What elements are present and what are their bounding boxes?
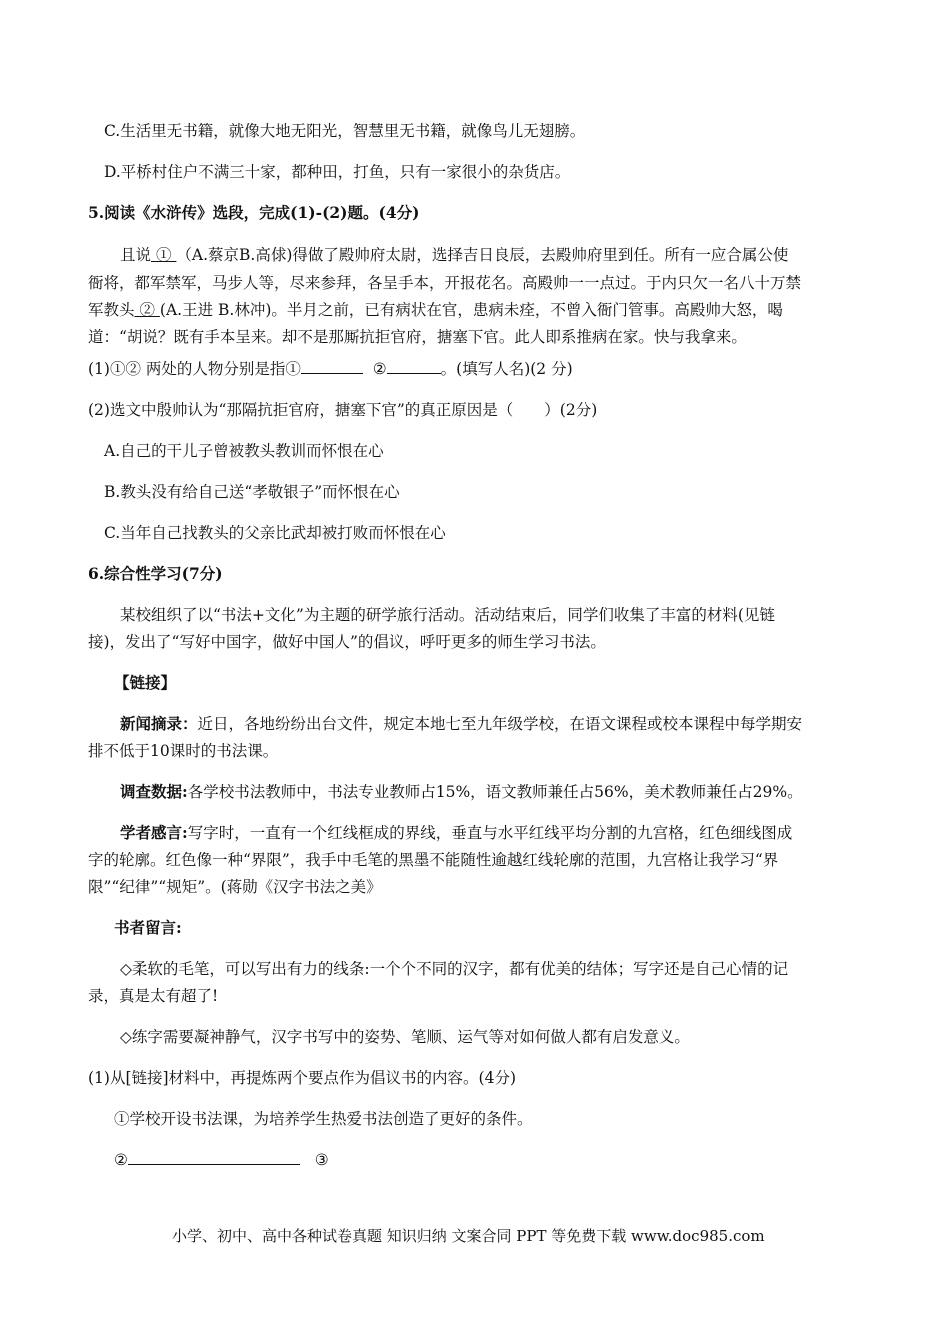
question-5-title: 5.阅读《水浒传》选段，完成(1)-(2)题。(4分) [88, 203, 420, 222]
blank-2-label: ② [139, 301, 155, 319]
answer-blank[interactable] [128, 1150, 300, 1165]
passage-line-4: 道：“胡说？既有手本呈来。却不是那厮抗拒官府，搪塞下官。此人即系推病在家。快与我拿来。 [88, 328, 747, 346]
text: 各学校书法教师中，书法专业教师占15%，语文教师兼任占56%，美术教师兼任占29%。 [187, 783, 803, 801]
writer-line-3: ◇练字需要凝神静气，汉字书写中的姿势、笔顺、运气等对如何做人都有启发意义。 [120, 1028, 690, 1046]
intro-line-1: 某校组织了以“书法+文化”为主题的研学旅行活动。活动结束后，同学们收集了丰富的材料(见链 [120, 606, 775, 624]
scholar-line-1 [120, 823, 792, 843]
option-c: C.当年自己找教头的父亲比武却被打败而怀恨在心 [104, 524, 446, 542]
news-label: 新闻摘录： [120, 714, 198, 733]
passage-line-1 [120, 245, 788, 265]
text: （A.蔡京B.高俅)得做了殿帅府太尉，选择吉日良辰，去殿帅府里到任。所有一应合属公使 [176, 246, 789, 264]
writer-line-2: 录，真是太有超了! [88, 987, 219, 1005]
blank-2 [135, 301, 160, 319]
option-a: A.自己的干儿子曾被教头教训而怀恨在心 [104, 442, 384, 460]
point-1: ①学校开设书法课，为培养学生热爱书法创造了更好的条件。 [114, 1110, 533, 1128]
scholar-line-2: 字的轮廓。红色像一种“界限”，我手中毛笔的黑墨不能随性逾越红线轮廓的范围，九宫格让我学习“界 [88, 851, 779, 869]
passage-line-2: 衙将，都军禁军，马步人等，尽来参拜，各呈手本，开报花名。高殿帅一一点过。于内只欠一名八十万禁 [88, 274, 802, 292]
scholar-label: 学者感言: [120, 823, 188, 842]
survey-line [120, 782, 803, 802]
intro-line-2: 接)，发出了“写好中国字，做好中国人”的倡议，呼吁更多的师生学习书法。 [88, 633, 606, 651]
writer-line-1: ◇柔软的毛笔，可以写出有力的线条:一个个不同的汉字，都有优美的结体；写字还是自己心情的记 [120, 960, 789, 978]
text: (1)①② 两处的人物分别是指① [88, 360, 301, 378]
point-line [114, 1150, 329, 1170]
text: ② [372, 360, 387, 378]
text: 军教头 [88, 301, 135, 319]
question-6-title: 6.综合性学习(7分) [88, 564, 223, 583]
writer-label: 书者留言: [114, 918, 182, 937]
link-heading: 【链接】 [114, 673, 177, 692]
blank-1 [151, 246, 176, 264]
q5-sub1 [88, 359, 573, 379]
survey-label: 调查数据: [120, 782, 188, 801]
text: 近日，各地纷纷出台文件，规定本地七至九年级学校，在语文课程或校本课程中每学期安 [197, 715, 803, 733]
scholar-line-3: 限”“纪律”“规矩”。(蒋勋《汉字书法之美》 [88, 878, 382, 896]
answer-blank[interactable] [301, 359, 363, 374]
option-c: C.生活里无书籍，就像大地无阳光，智慧里无书籍，就像鸟儿无翅膀。 [104, 122, 586, 140]
news-line-2: 排不低于10课时的书法课。 [88, 742, 279, 760]
q6-sub1: (1)从[链接]材料中，再提炼两个要点作为倡议书的内容。(4分) [88, 1069, 517, 1087]
answer-blank[interactable] [387, 359, 441, 374]
option-b: B.教头没有给自己送“孝敬银子”而怀恨在心 [104, 483, 400, 501]
footer: 小学、初中、高中各种试卷真题 知识归纳 文案合同 PPT 等免费下载 www.doc985.com [172, 1227, 765, 1245]
option-d: D.平桥村住户不满三十家，都种田，打鱼，只有一家很小的杂货店。 [104, 163, 571, 181]
text: 。(填写人名)(2 分) [440, 360, 573, 378]
blank-1-label: ① [155, 246, 172, 264]
text: 且说 [120, 246, 152, 264]
point-2-label: ② [114, 1151, 128, 1169]
point-3-label: ③ [314, 1151, 329, 1169]
q5-sub2: (2)选文中殷帅认为“那隔抗拒官府，搪塞下官”的真正原因是（ ）(2分) [88, 401, 598, 419]
news-line-1 [120, 714, 802, 734]
passage-line-3 [88, 300, 783, 320]
text: 写字时，一直有一个红线框成的界线，垂直与水平红线平均分割的九宫格，红色细线图成 [187, 824, 793, 842]
text: (A.王进 B.林冲)。半月之前，已有病状在官，患病未痊，不曾入衙门管事。高殿帅大怒，喝 [159, 301, 783, 319]
